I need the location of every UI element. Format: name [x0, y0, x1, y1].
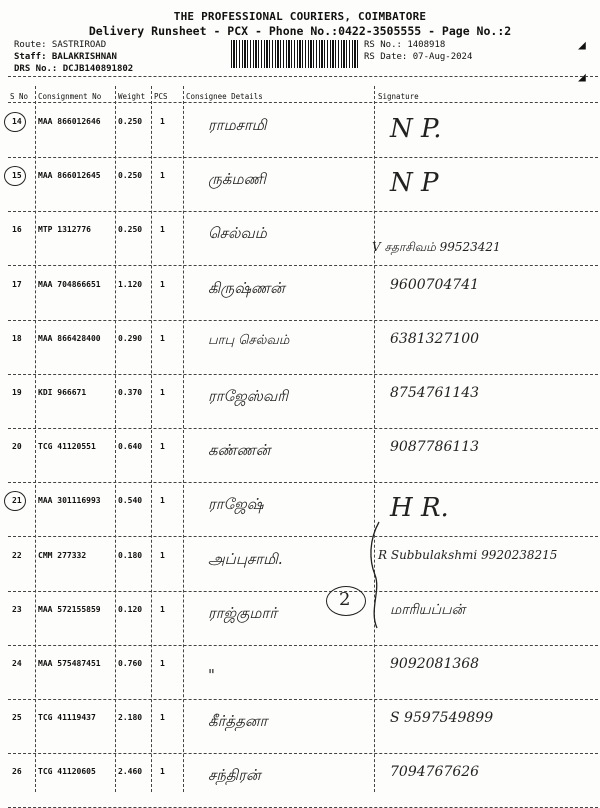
company-title: THE PROFESSIONAL COURIERS, COIMBATORE	[173, 10, 427, 23]
table-row	[8, 375, 598, 429]
row-consignment: MAA 866012645	[38, 171, 101, 181]
row-weight: 0.120	[118, 604, 143, 614]
row-number-circle	[4, 166, 26, 186]
row-pcs: 1	[160, 388, 165, 397]
rs-date: RS Date: 07-Aug-2024	[364, 52, 473, 62]
consignee-handwriting: பாபு செல்வம்	[208, 332, 290, 348]
consignee-handwriting: ராஜேஷ்	[208, 495, 264, 514]
staff-label: Staff: BALAKRISHNAN	[14, 52, 117, 62]
col-header-consignment: Consignment No	[38, 92, 102, 101]
signature-handwriting: 6381327100	[390, 330, 480, 347]
row-consignment: MAA 866012646	[38, 117, 101, 126]
row-number-circle	[4, 112, 26, 132]
signature-handwriting: N P.	[390, 114, 442, 144]
row-weight: 1.120	[118, 279, 143, 289]
row-sno: 14	[12, 117, 22, 126]
row-weight: 0.250	[118, 171, 143, 181]
signature-handwriting: 7094767626	[390, 764, 480, 781]
table-row	[8, 158, 598, 212]
separator	[8, 76, 598, 77]
header-separator	[8, 102, 598, 103]
drs-label: DRS No.: DCJB140891802	[14, 64, 134, 74]
barcode-image	[231, 40, 359, 68]
consignee-handwriting: ராமசாமி	[208, 116, 267, 134]
consignee-handwriting: ருக்மணி	[208, 170, 266, 189]
row-weight: 2.180	[118, 713, 143, 723]
signature-handwriting: 8754761143	[390, 385, 480, 401]
row-pcs: 1	[160, 604, 165, 614]
signature-handwriting: மாரியப்பன்	[390, 601, 466, 618]
row-weight: 0.760	[118, 659, 143, 668]
row-weight: 0.180	[118, 550, 143, 560]
runsheet-subtitle: Delivery Runsheet - PCX - Phone No.:0422-3505555 - Page No.:2	[88, 24, 512, 38]
col-header-details: Consignee Details	[186, 92, 263, 101]
triangle-arrow-icon: ◢	[578, 38, 586, 53]
row-consignment: MAA 572155859	[38, 604, 101, 614]
circled-number-text: 2	[339, 589, 351, 610]
row-sno: 15	[12, 171, 22, 181]
row-sno: 19	[12, 388, 22, 397]
row-sno: 17	[12, 279, 22, 289]
row-number-circle	[4, 491, 26, 511]
signature-handwriting: 9092081368	[390, 656, 480, 672]
consignee-handwriting: கீர்த்தனா	[208, 712, 268, 731]
row-consignment: MAA 575487451	[38, 659, 101, 668]
row-weight: 0.540	[118, 496, 143, 506]
row-weight: 0.250	[118, 117, 143, 126]
row-pcs: 1	[160, 659, 165, 668]
row-consignment: MAA 301116993	[38, 496, 101, 506]
row-pcs: 1	[160, 550, 165, 560]
table-row	[8, 429, 598, 483]
table-row	[8, 321, 598, 375]
rs-number: RS No.: 1408918	[364, 40, 446, 50]
signature-handwriting: V சதாசிவம் 99523421	[372, 240, 501, 255]
row-weight: 2.460	[118, 767, 143, 777]
circled-number	[326, 586, 366, 616]
row-pcs: 1	[160, 117, 165, 126]
consignee-handwriting: "	[208, 666, 215, 684]
row-sno: 23	[12, 604, 22, 614]
row-weight: 0.250	[118, 225, 143, 235]
table-row	[8, 104, 598, 158]
col-header-sno: S No	[10, 92, 29, 101]
table-row	[8, 592, 598, 646]
row-pcs: 1	[160, 171, 165, 181]
row-sno: 16	[12, 225, 22, 235]
row-sno: 21	[12, 496, 22, 506]
table-row	[8, 212, 598, 266]
row-consignment: MAA 704866651	[38, 279, 101, 289]
row-consignment: TCG 41120551	[38, 442, 96, 452]
row-pcs: 1	[160, 225, 165, 235]
row-weight: 0.370	[118, 388, 143, 397]
consignee-handwriting: கிருஷ்ணன்	[208, 278, 285, 297]
consignee-handwriting: கண்ணன்	[208, 441, 271, 460]
row-pcs: 1	[160, 333, 165, 343]
triangle-arrow-icon: ◢	[578, 70, 586, 85]
row-consignment: KDI 966671	[38, 388, 87, 397]
table-row	[8, 700, 598, 754]
row-pcs: 1	[160, 496, 165, 506]
row-pcs: 1	[160, 767, 165, 777]
row-consignment: MTP 1312776	[38, 225, 91, 235]
consignee-handwriting: சந்திரன்	[208, 766, 261, 785]
signature-handwriting: H R.	[390, 493, 449, 524]
consignee-handwriting: அப்புசாமி.	[208, 549, 283, 568]
row-sno: 22	[12, 550, 22, 560]
table-row	[8, 267, 598, 321]
consignee-handwriting: செல்வம்	[208, 224, 267, 243]
signature-handwriting: 9600704741	[390, 276, 480, 293]
col-header-weight: Weight	[118, 92, 146, 101]
signature-handwriting: 9087786113	[390, 439, 480, 456]
row-sno: 25	[12, 713, 22, 723]
signature-handwriting: N P	[390, 168, 439, 199]
row-sno: 18	[12, 333, 22, 343]
route-label: Route: SASTRIROAD	[14, 40, 107, 50]
consignee-handwriting: ராஜேஸ்வரி	[208, 387, 289, 405]
row-consignment: CMM 277332	[38, 550, 87, 560]
table-row	[8, 646, 598, 700]
col-header-pcs: PCS	[154, 92, 168, 101]
row-weight: 0.640	[118, 442, 143, 452]
row-consignment: MAA 866428400	[38, 333, 101, 343]
row-pcs: 1	[160, 442, 165, 452]
consignee-handwriting: ராஜ்குமார்	[208, 603, 278, 622]
row-sno: 20	[12, 442, 22, 452]
bracket-mark	[365, 520, 385, 630]
table-row	[8, 483, 598, 537]
row-pcs: 1	[160, 713, 165, 723]
row-consignment: TCG 41119437	[38, 713, 96, 723]
row-pcs: 1	[160, 279, 165, 289]
row-sno: 26	[12, 767, 22, 777]
row-weight: 0.290	[118, 333, 143, 343]
row-sno: 24	[12, 659, 22, 668]
row-consignment: TCG 41120605	[38, 767, 96, 777]
signature-handwriting: S 9597549899	[390, 710, 494, 727]
col-header-signature: Signature	[378, 92, 419, 101]
signature-handwriting: R Subbulakshmi 9920238215	[378, 547, 558, 562]
table-row	[8, 538, 598, 592]
